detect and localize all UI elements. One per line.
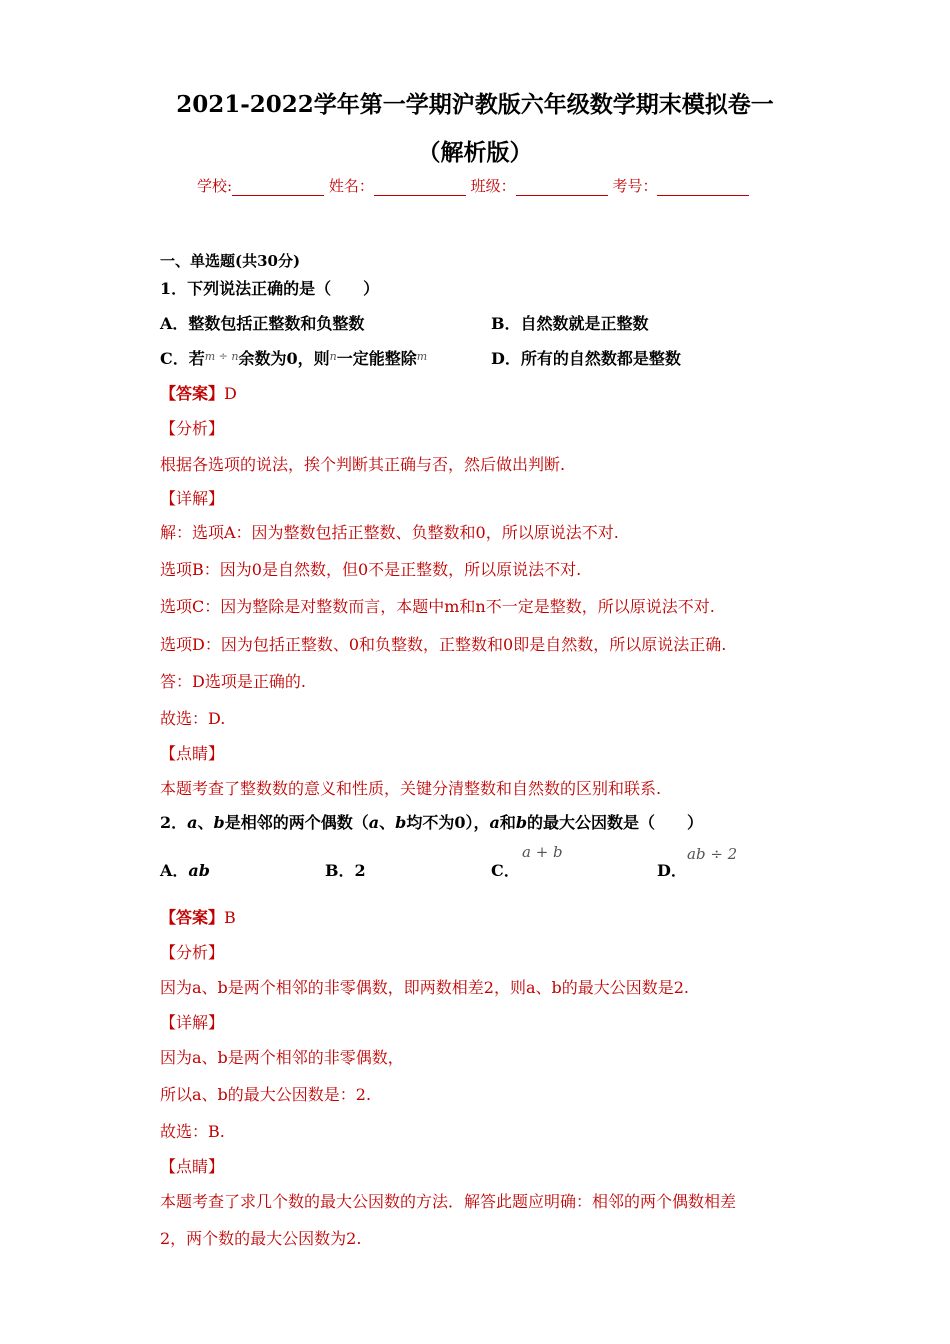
number-label: 考号： xyxy=(612,177,658,195)
q2-option-d-math: ab ÷ 2 xyxy=(687,845,738,863)
q2-answer-tag: 【答案】 xyxy=(160,908,225,927)
q1-option-b: B．自然数就是正整数 xyxy=(491,314,649,333)
q2-detail-tag: 【详解】 xyxy=(160,1013,225,1032)
school-blank[interactable] xyxy=(232,181,324,196)
q2-analysis-text: 因为a、b是两个相邻的非零偶数，即两数相差2，则a、b的最大公因数是2. xyxy=(160,978,690,997)
name-blank[interactable] xyxy=(374,181,466,196)
q2-stem-text: 和 xyxy=(499,813,516,832)
q2-detail-line: 故选：B. xyxy=(160,1122,225,1141)
class-blank[interactable] xyxy=(516,181,608,196)
q1-detail-line: 选项D：因为包括正整数、0和负整数，正整数和0即是自然数，所以原说法正确. xyxy=(160,635,727,654)
q2-detail-line: 因为a、b是两个相邻的非零偶数， xyxy=(160,1048,404,1067)
number-blank[interactable] xyxy=(657,181,749,196)
q2-detail-line: 所以a、b的最大公因数是：2. xyxy=(160,1085,372,1104)
q2-option-a-math: ab xyxy=(188,861,210,880)
q1-comment-tag: 【点睛】 xyxy=(160,744,225,763)
q2-option-d: D． xyxy=(657,861,687,880)
q2-option-c-math: a + b xyxy=(522,843,563,861)
q2-answer-value: B xyxy=(224,908,236,927)
q2-option-b: B．2 xyxy=(325,861,366,880)
q1-detail-line: 选项B：因为0是自然数，但0不是正整数，所以原说法不对. xyxy=(160,560,582,579)
q1-comment-text: 本题考查了整数数的意义和性质，关键分清整数和自然数的区别和联系. xyxy=(160,779,662,798)
page-subtitle: （解析版） xyxy=(417,139,533,166)
q1-option-c-middle2: 一定能整除 xyxy=(336,349,417,368)
q2-var-b: b xyxy=(515,813,528,832)
q2-stem xyxy=(160,810,703,833)
q2-comment-line: 2，两个数的最大公因数为2. xyxy=(160,1229,362,1248)
q2-option-a-label: A． xyxy=(160,861,189,880)
name-label: 姓名： xyxy=(328,177,374,195)
q1-option-a: A．整数包括正整数和负整数 xyxy=(160,314,365,333)
q2-var-a: a xyxy=(187,813,198,832)
q1-detail-line: 解：选项A：因为整数包括正整数、负整数和0，所以原说法不对. xyxy=(160,523,619,542)
q1-option-c-math-n: n xyxy=(329,350,337,363)
q1-stem: 1．下列说法正确的是（ ） xyxy=(160,279,380,298)
q1-option-c xyxy=(160,346,427,369)
q2-var-a: a xyxy=(489,813,500,832)
student-info-row xyxy=(197,175,749,196)
q1-detail-line: 答：D选项是正确的. xyxy=(160,672,306,691)
q2-var-b: b xyxy=(213,813,225,832)
q1-answer-tag: 【答案】 xyxy=(160,384,225,403)
class-label: 班级： xyxy=(470,177,516,195)
school-label: 学校: xyxy=(197,177,233,195)
q1-analysis-tag: 【分析】 xyxy=(160,419,225,438)
q2-var-b: b xyxy=(395,813,407,832)
q2-stem-text: 均不为0）， xyxy=(406,813,490,832)
page-title: 2021-2022学年第一学期沪教版六年级数学期末模拟卷一 xyxy=(176,91,774,118)
q1-detail-line: 选项C：因为整除是对整数而言，本题中m和n不一定是整数，所以原说法不对. xyxy=(160,597,715,616)
q1-detail-tag: 【详解】 xyxy=(160,489,225,508)
q2-stem-text: 是相邻的两个偶数（ xyxy=(224,813,369,832)
q2-stem-text: 、 xyxy=(197,813,214,832)
q1-option-d: D．所有的自然数都是整数 xyxy=(491,349,681,368)
q2-number: 2． xyxy=(160,813,188,832)
q1-analysis-text: 根据各选项的说法，挨个判断其正确与否，然后做出判断. xyxy=(160,455,566,474)
q1-option-c-math-division: m ÷ n xyxy=(204,350,239,363)
q2-option-c: C． xyxy=(491,861,520,880)
q1-option-c-prefix: C．若 xyxy=(160,349,205,368)
q2-answer xyxy=(160,905,236,928)
q2-analysis-tag: 【分析】 xyxy=(160,943,225,962)
q2-stem-text: 的最大公因数是（ ） xyxy=(527,813,704,832)
q2-comment-tag: 【点睛】 xyxy=(160,1157,225,1176)
q1-option-c-math-m: m xyxy=(416,350,428,363)
q1-answer xyxy=(160,381,237,404)
q1-option-c-middle1: 余数为0，则 xyxy=(238,349,330,368)
q1-detail-line: 故选：D. xyxy=(160,709,226,728)
q2-option-a xyxy=(160,858,210,881)
q2-comment-line: 本题考查了求几个数的最大公因数的方法．解答此题应明确：相邻的两个偶数相差 xyxy=(160,1192,737,1211)
section-heading: 一、单选题(共30分) xyxy=(160,252,301,270)
q2-stem-text: 、 xyxy=(379,813,396,832)
q1-answer-value: D xyxy=(224,384,237,403)
q2-var-a: a xyxy=(368,813,380,832)
